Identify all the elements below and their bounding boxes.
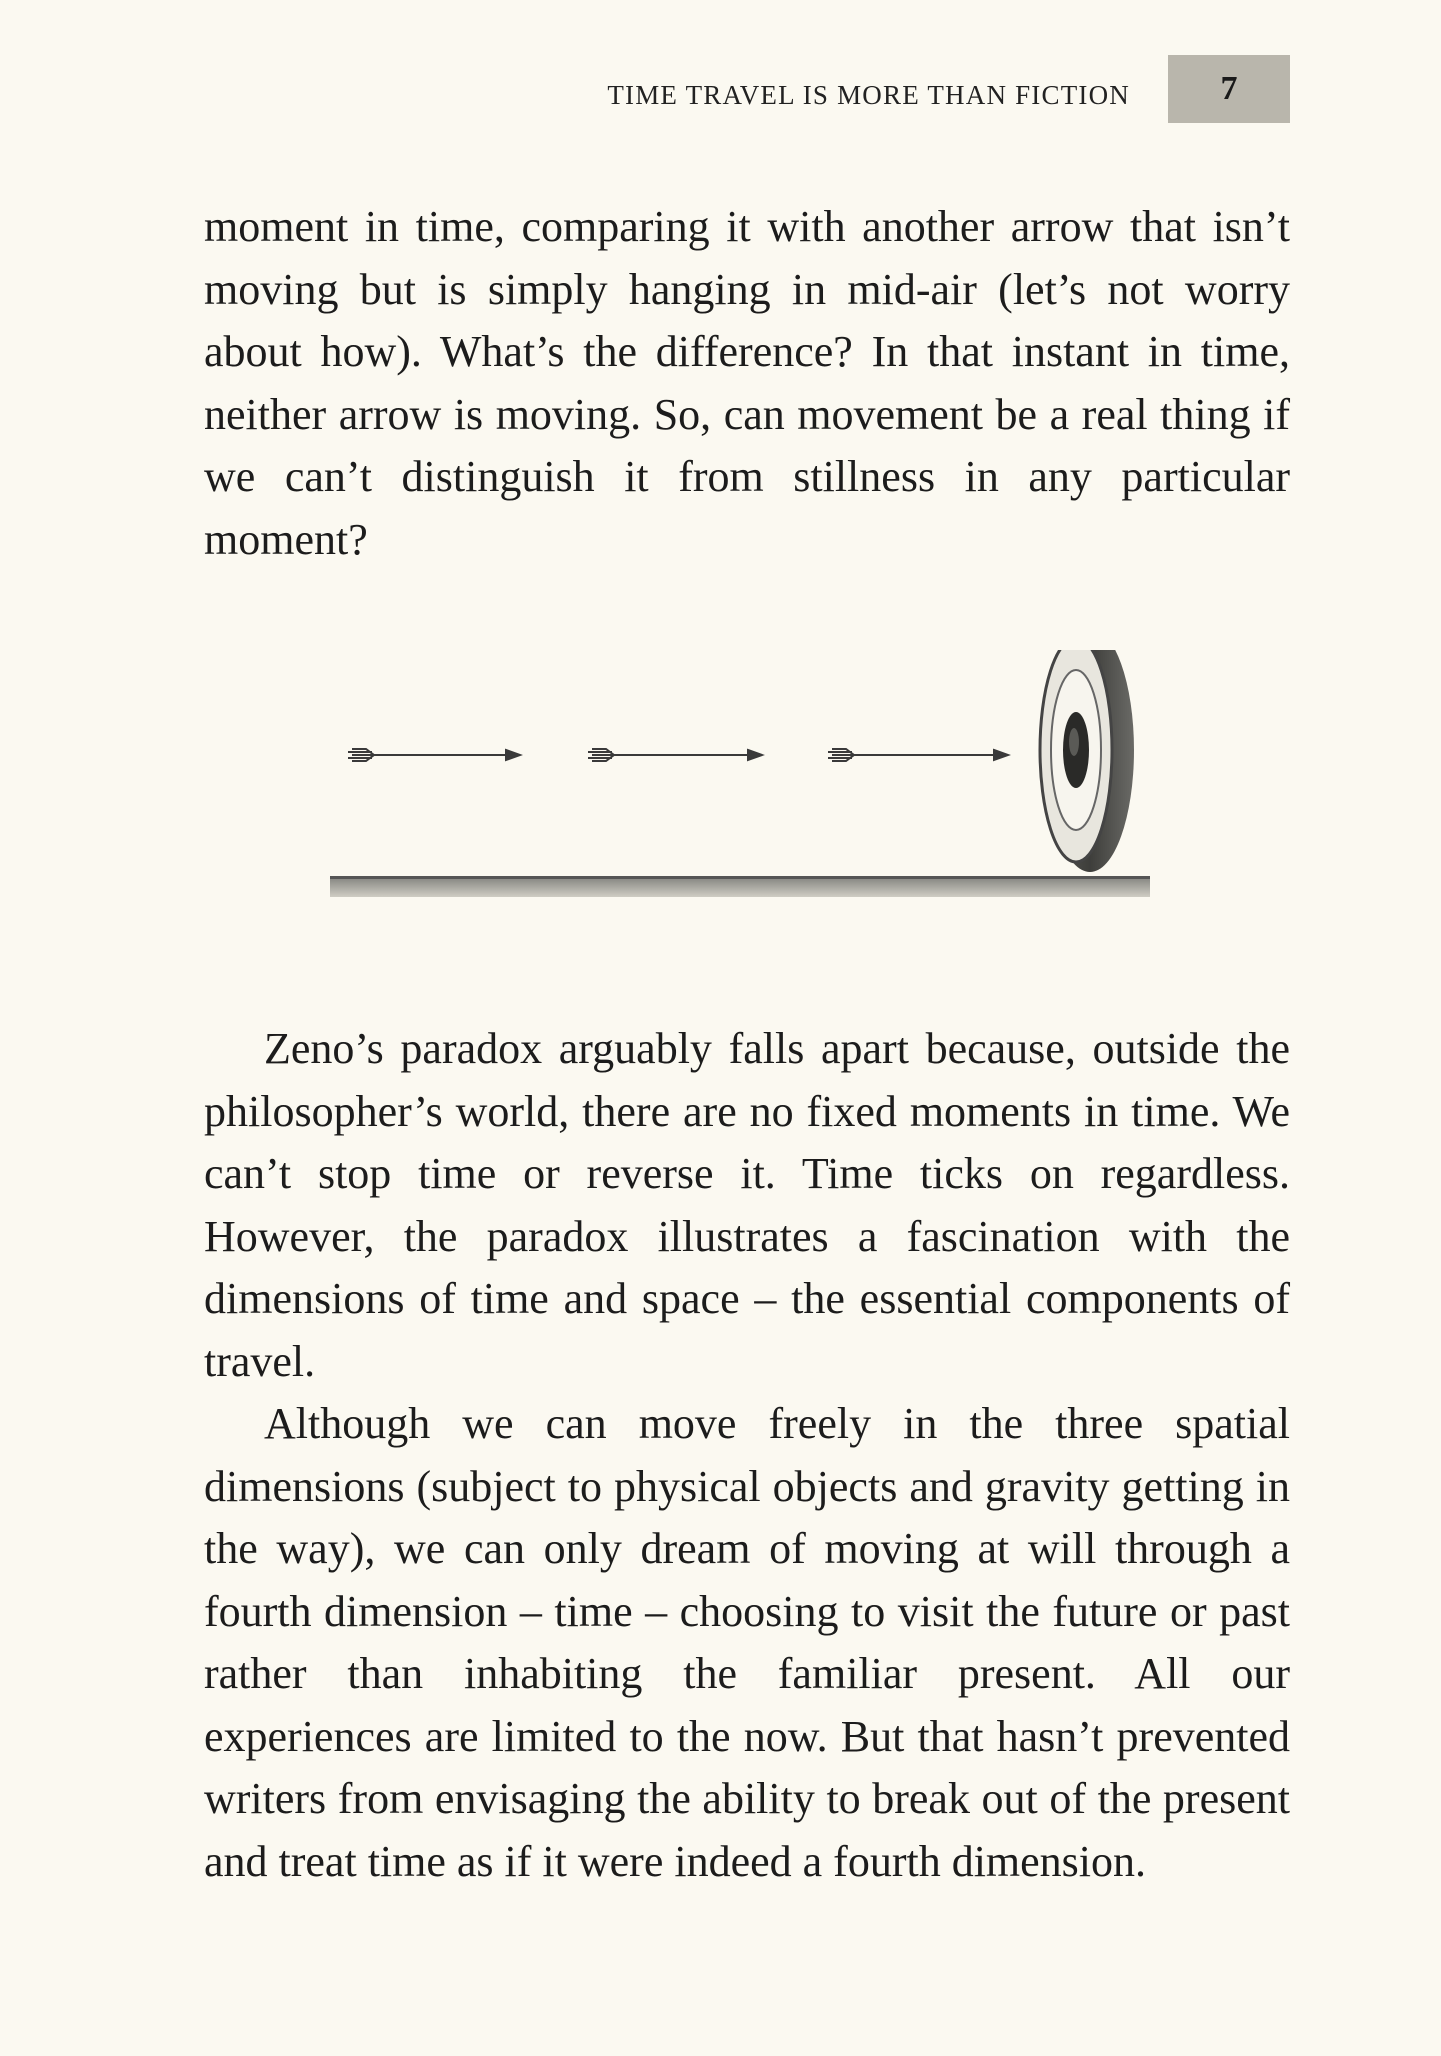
arrow-icon — [588, 749, 762, 761]
ground-line — [330, 876, 1150, 879]
page-number: 7 — [1220, 70, 1238, 107]
paragraph-3: Although we can move freely in the three spatial dimensions (subject to physical objects and gravity getting in the way), we can only dream of moving at will through a fourth dimension – time – choosing to visit the future or past rather than inhabiting the familiar present. All our experiences are limited to the now. But that hasn’t prevented writers from envisaging the ability to break out of the present and treat time as if it were indeed a fourth dimension. — [204, 1399, 1290, 1886]
arrow-icon — [348, 749, 520, 761]
paragraph-2: Zeno’s paradox arguably falls apart because, outside the philosopher’s world, there are no fixed moments in time. We can’t stop time or reverse it. Time ticks on regardless. However, the paradox illustrates a fascination with the dimensions of time and space – the essential components of travel. — [204, 1024, 1290, 1386]
arrow-icon — [828, 749, 1008, 761]
target-icon — [1040, 650, 1134, 872]
arrows-and-target-illustration — [330, 650, 1160, 930]
running-head: TIME TRAVEL IS MORE THAN FICTION — [607, 80, 1130, 110]
paragraph-1: moment in time, comparing it with another arrow that isn’t moving but is simply hanging in mid-air (let’s not worry about how). What’s the difference? In that instant in time, neither arrow is moving. So, can movement be a real thing if we can’t distinguish it from stillness in any particular moment? — [204, 202, 1290, 564]
ground-shadow — [330, 879, 1150, 897]
